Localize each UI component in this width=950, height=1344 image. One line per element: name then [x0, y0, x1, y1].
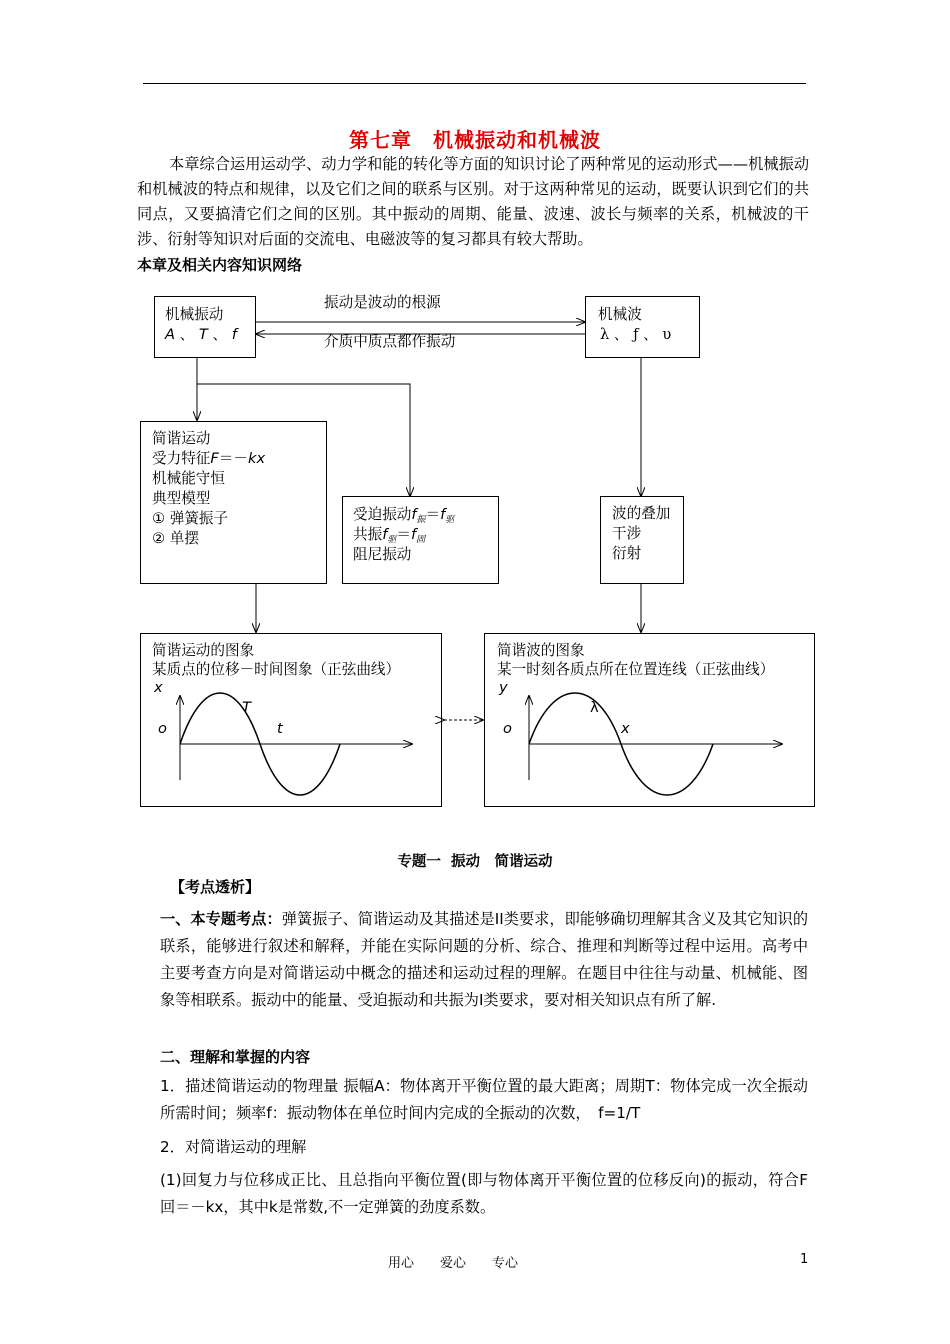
- section1-heading: 一、本专题考点：: [160, 910, 282, 928]
- arrow-bottom-label: 介质中质点都作振动: [324, 333, 456, 350]
- mv-box-title: 机械振动: [165, 306, 224, 323]
- kaodian-heading: 【考点透析】: [170, 878, 261, 896]
- wave-graph-x-label: x: [621, 720, 630, 737]
- forced-box-damped: 阻尼振动: [353, 546, 412, 563]
- forced-box-line2: 共振$f_驱=f_固$: [353, 526, 426, 545]
- mw-box-quantities: λ 、 ƒ 、 υ: [600, 326, 672, 343]
- page-number: 1: [800, 1252, 809, 1267]
- wave-box-superposition: 波的叠加: [612, 505, 671, 522]
- arrow-top-label: 振动是波动的根源: [324, 294, 441, 311]
- shm-box-force: 受力特征F＝－kx: [152, 450, 266, 467]
- shm-box-spring: ① 弹簧振子: [152, 510, 229, 527]
- shm-graph-period-label: T: [242, 699, 251, 716]
- mw-box-title: 机械波: [598, 306, 642, 323]
- section2-heading: 二、理解和掌握的内容: [160, 1048, 311, 1066]
- shm-box-models: 典型模型: [152, 490, 211, 507]
- chapter-intro: 本章综合运用运动学、动力学和能的转化等方面的知识讨论了两种常见的运动形式——机械振动和机械波的特点和规律，以及它们之间的联系与区别。对于这两种常见的运动，既要认识到它们的共同点，又要搞清它们之间的区别。其中振动的周期、能量、波速、波长与频率的关系，机械波的干涉、衍射等知识对后面的交流电、电磁波等的复习都具有较大帮助。: [137, 155, 809, 248]
- section1-body: 弹簧振子、简谐运动及其描述是II类要求，即能够确切理解其含义及其它知识的联系，能够进行叙述和解释，并能在实际问题的分析、综合、推理和判断等过程中运用。高考中主要考查方向是对简谐运动中概念的描述和运动过程的理解。在题目中往往与动量、机械能、图象等相联系。振动中的能量、受迫振动和共振为I类要求，要对相关知识点有所了解.: [160, 910, 809, 1009]
- footer-motto: 用心 爱心 专心: [388, 1256, 519, 1271]
- shm-graph-title: 简谐运动的图象: [152, 642, 255, 659]
- shm-graph-subtitle: 某质点的位移－时间图象（正弦曲线）: [152, 661, 401, 678]
- wave-box-interference: 干涉: [612, 525, 642, 542]
- wave-graph-origin: o: [503, 720, 512, 737]
- forced-box-line1: 受迫振动$f_振=f_驱$: [353, 506, 455, 525]
- shm-box-pendulum: ② 单摆: [152, 530, 199, 547]
- item2-heading: 2．对简谐运动的理解: [160, 1138, 307, 1156]
- wave-graph-subtitle: 某一时刻各质点所在位置连线（正弦曲线）: [497, 661, 775, 678]
- shm-graph-origin: o: [158, 720, 167, 737]
- shm-box-energy: 机械能守恒: [152, 470, 225, 487]
- wave-graph-y-label: y: [499, 679, 508, 696]
- shm-box-title: 简谐运动: [152, 430, 211, 447]
- item3-paragraph: (1)回复力与位移成正比、且总指向平衡位置(即与物体离开平衡位置的位移反向)的振动，符合F回＝－kx，其中k是常数,不一定弹簧的劲度系数。: [160, 1171, 808, 1216]
- wave-box-diffraction: 衍射: [612, 545, 642, 562]
- item1-paragraph: 1．描述简谐运动的物理量 振幅A：物体离开平衡位置的最大距离；周期T：物体完成一次全振动所需时间；频率f：振动物体在单位时间内完成的全振动的次数， f=1/T: [160, 1077, 808, 1122]
- section1-paragraph: [160, 906, 808, 1014]
- shm-graph-x-label: t: [277, 720, 283, 737]
- wave-graph-title: 简谐波的图象: [497, 642, 585, 659]
- chapter-title: 第七章 机械振动和机械波: [349, 128, 601, 152]
- shm-graph-y-label: x: [154, 679, 163, 696]
- topic-title: 专题一 振动 简谐运动: [397, 854, 553, 870]
- network-heading: 本章及相关内容知识网络: [137, 256, 303, 274]
- mv-box-quantities: A 、 T 、 f: [165, 326, 237, 343]
- wave-graph-wavelength-label: λ: [590, 699, 599, 716]
